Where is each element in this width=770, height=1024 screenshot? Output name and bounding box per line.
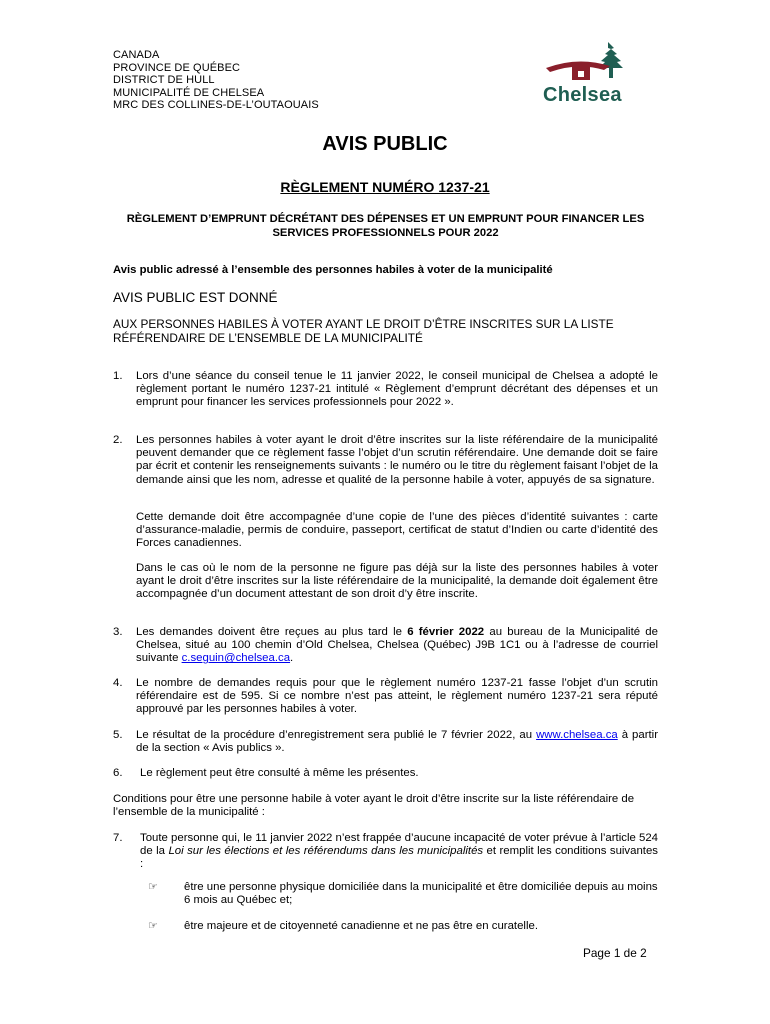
bullet-text: être une personne physique domiciliée dans la municipalité et être domiciliée depuis au moins 6 mois au Québec et; bbox=[184, 881, 658, 907]
page-title: AVIS PUBLIC bbox=[322, 133, 448, 155]
item-number: 4. bbox=[113, 677, 123, 689]
email-link[interactable]: c.seguin@chelsea.ca bbox=[181, 652, 291, 665]
text-segment: Le résultat de la procédure d’enregistrement sera publié le 7 février 2022, au bbox=[136, 729, 537, 741]
item-number: 7. bbox=[113, 832, 123, 844]
jurisdiction-header bbox=[113, 49, 319, 112]
text-segment: Toute personne qui, le 11 janvier 2022 n’est frappée d’aucune incapacité de voter prévue à l’article 524 de la bbox=[140, 832, 658, 858]
paragraph: Dans le cas où le nom de la personne ne figure pas déjà sur la liste des personnes habiles à voter ayant le droit d’être inscrites sur la liste référendaire de la municipalité, la demande doit également être accompagnée d’un document attestant de son droit d’y être inscrite. bbox=[136, 562, 658, 601]
page-number: Page 1 de 2 bbox=[583, 946, 647, 960]
item-number: 6. bbox=[113, 767, 123, 779]
logo-tree bbox=[599, 42, 623, 78]
item-number: 1. bbox=[113, 370, 123, 382]
item-text bbox=[136, 729, 658, 755]
item-number: 2. bbox=[113, 434, 123, 446]
item-text: Les personnes habiles à voter ayant le droit d’être inscrites sur la liste référendaire de la municipalité peuvent demander que ce règlement fasse l’objet d’un scrutin référendaire. Une demande doit se faire par écrit et contenir les renseignements suivants : le numéro ou le titre du règlement faisant l’objet de la demande ainsi que les nom, adresse et qualité de la personne habile à voter, appuyés de sa signature. bbox=[136, 434, 658, 486]
list-item bbox=[113, 767, 658, 780]
item-number: 5. bbox=[113, 729, 123, 741]
bylaw-number: RÈGLEMENT NUMÉRO 1237-21 bbox=[280, 179, 490, 195]
conditions-intro: Conditions pour être une personne habile à voter ayant le droit d’être inscrite sur la liste référendaire de l’ensemble de la municipalité : bbox=[113, 793, 635, 819]
bullet-item bbox=[148, 920, 658, 933]
list-item bbox=[113, 729, 658, 755]
addressed-to: Avis public adressé à l’ensemble des personnes habiles à voter de la municipalité bbox=[113, 264, 553, 276]
text-segment: et remplit les conditions suivantes : bbox=[140, 845, 658, 871]
list-item bbox=[113, 434, 658, 487]
notice-given: AVIS PUBLIC EST DONNÉ bbox=[113, 290, 278, 305]
bylaw-object: RÈGLEMENT D’EMPRUNT DÉCRÉTANT DES DÉPENSES ET UN EMPRUNT POUR FINANCER LES SERVICES PROFESSIONNELS POUR 2022 bbox=[126, 213, 645, 239]
list-item bbox=[113, 677, 658, 717]
list-item bbox=[113, 832, 658, 872]
header-line: PROVINCE DE QUÉBEC bbox=[113, 61, 241, 74]
list-item bbox=[113, 370, 658, 410]
bullet-item bbox=[148, 881, 658, 907]
deadline-date: 6 février 2022 bbox=[407, 626, 485, 638]
paragraph: Cette demande doit être accompagnée d’une copie de l’une des pièces d’identité suivantes : carte d’assurance-maladie, permis de conduire, passeport, certificat de statut d’Indien ou carte d’identité des Forces canadiennes. bbox=[136, 511, 658, 550]
website-link[interactable]: www.chelsea.ca bbox=[536, 729, 618, 741]
item-text bbox=[136, 626, 658, 666]
text-segment: à partir de la section « Avis publics ». bbox=[136, 729, 658, 755]
item-number: 3. bbox=[113, 626, 123, 638]
logo-wordmark: Chelsea bbox=[543, 84, 622, 106]
list-item bbox=[113, 626, 658, 666]
header-line: MUNICIPALITÉ DE CHELSEA bbox=[113, 86, 265, 99]
item-text bbox=[140, 832, 658, 872]
to-persons: AUX PERSONNES HABILES À VOTER AYANT LE DROIT D’ÊTRE INSCRITES SUR LA LISTE RÉFÉRENDAIRE DE L’ENSEMBLE DE LA MUNICIPALITÉ bbox=[113, 317, 614, 345]
text-segment: au bureau de la Municipalité de Chelsea, situé au 100 chemin d’Old Chelsea, Chelsea (Québec) J9B 1C1 ou à l’adresse de courriel suivante bbox=[136, 626, 658, 665]
item-text: Le règlement peut être consulté à même les présentes. bbox=[140, 767, 419, 779]
item-text: Lors d’une séance du conseil tenue le 11 janvier 2022, le conseil municipal de Chelsea a adopté le règlement portant le numéro 1237-21 intitulé « Règlement d’emprunt décrétant des dépenses et un emprunt pour financer les services professionnels pour 2022 ». bbox=[136, 370, 658, 409]
pointing-hand-icon: ☞ bbox=[148, 881, 158, 893]
text-segment: . bbox=[290, 652, 294, 665]
law-title: Loi sur les élections et les référendums dans les municipalités bbox=[168, 845, 484, 858]
text-segment: Les demandes doivent être reçues au plus tard le bbox=[136, 626, 408, 638]
header-line: DISTRICT DE HULL bbox=[113, 74, 215, 87]
header-line: CANADA bbox=[113, 49, 160, 61]
bullet-text: être majeure et de citoyenneté canadienne et ne pas être en curatelle. bbox=[184, 920, 538, 932]
pointing-hand-icon: ☞ bbox=[148, 920, 158, 932]
header-line: MRC DES COLLINES-DE-L’OUTAOUAIS bbox=[113, 99, 319, 112]
item-text: Le nombre de demandes requis pour que le règlement numéro 1237-21 fasse l’objet d’un scrutin référendaire est de 595. Si ce nombre n’est pas atteint, le règlement numéro 1237-21 sera réputé approuvé par les personnes habiles à voter. bbox=[136, 677, 658, 716]
